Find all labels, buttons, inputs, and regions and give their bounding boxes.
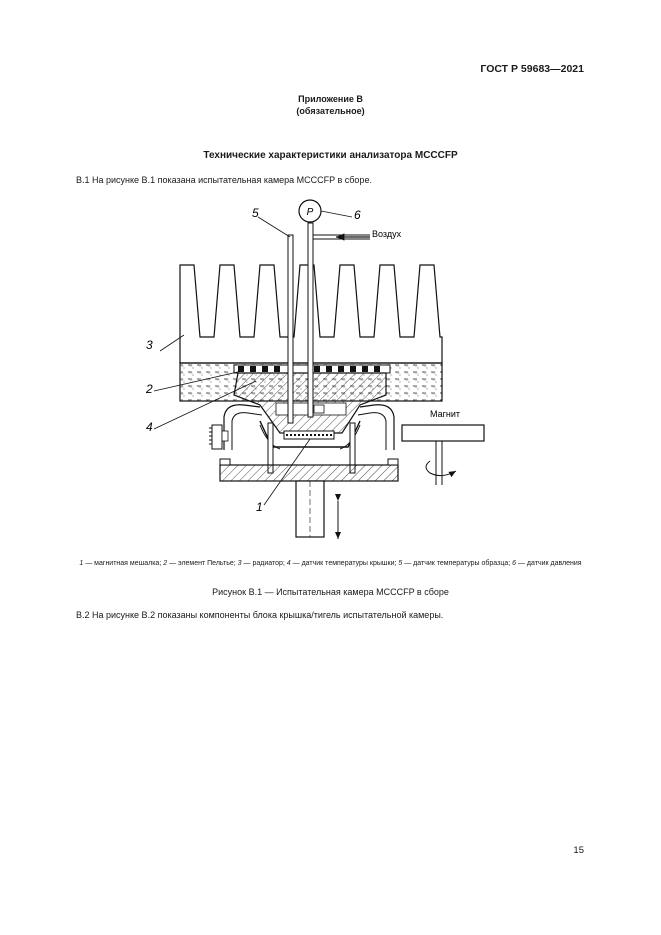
standard-number: ГОСТ Р 59683—2021 [480, 63, 584, 75]
legend-text-4: — датчик температуры крышки; [290, 560, 399, 567]
sample-temperature-sensor [288, 235, 293, 423]
label-4: 4 [146, 420, 153, 434]
test-chamber-drawing [146, 195, 490, 547]
legend-text-1: — магнитная мешалка; [83, 560, 164, 567]
base-plate [220, 465, 398, 481]
legend-num-6: 6 [512, 560, 517, 567]
pressure-sensor-tube [308, 223, 313, 417]
label-3: 3 [146, 338, 153, 352]
label-6: 6 [354, 208, 361, 222]
legend-num-5: 5 [398, 560, 403, 567]
legend-text-2: — элемент Пельтье; [167, 560, 238, 567]
legend-num-2: 2 [163, 560, 168, 567]
adjustment-knob [212, 425, 222, 449]
label-1: 1 [256, 500, 263, 514]
legend-text-6: — датчик давления [516, 560, 582, 567]
rotation-arrow [426, 461, 456, 476]
annex-title: Приложение В [298, 94, 363, 104]
legend-text-5: — датчик температуры образца; [402, 560, 513, 567]
magnet-label: Магнит [430, 409, 461, 419]
paragraph-b1: В.1 На рисунке В.1 показана испытательная камера MCCCFP в сборе. [76, 175, 372, 185]
paragraph-b2: В.2 На рисунке В.2 показаны компоненты блока крышка/тигель испытательной камеры. [76, 610, 444, 620]
pressure-symbol: P [306, 207, 314, 218]
annex-status: (обязательное) [296, 106, 365, 116]
housing-left [224, 405, 260, 450]
housing-right [360, 405, 394, 450]
label-5: 5 [252, 206, 259, 220]
page-number: 15 [573, 845, 584, 856]
figure-legend [40, 558, 621, 569]
legend-text-3: — радиатор; [241, 560, 287, 567]
label-2: 2 [146, 382, 153, 396]
legend-num-4: 4 [286, 560, 291, 567]
magnet [402, 425, 484, 441]
air-label: Воздух [372, 229, 402, 239]
figure-title: Рисунок В.1 — Испытательная камера MCCCFP в сборе [212, 587, 449, 597]
legend-num-3: 3 [237, 560, 242, 567]
section-title: Технические характеристики анализатора MCCCFP [203, 150, 458, 161]
legend-num-1: 1 [79, 560, 84, 567]
